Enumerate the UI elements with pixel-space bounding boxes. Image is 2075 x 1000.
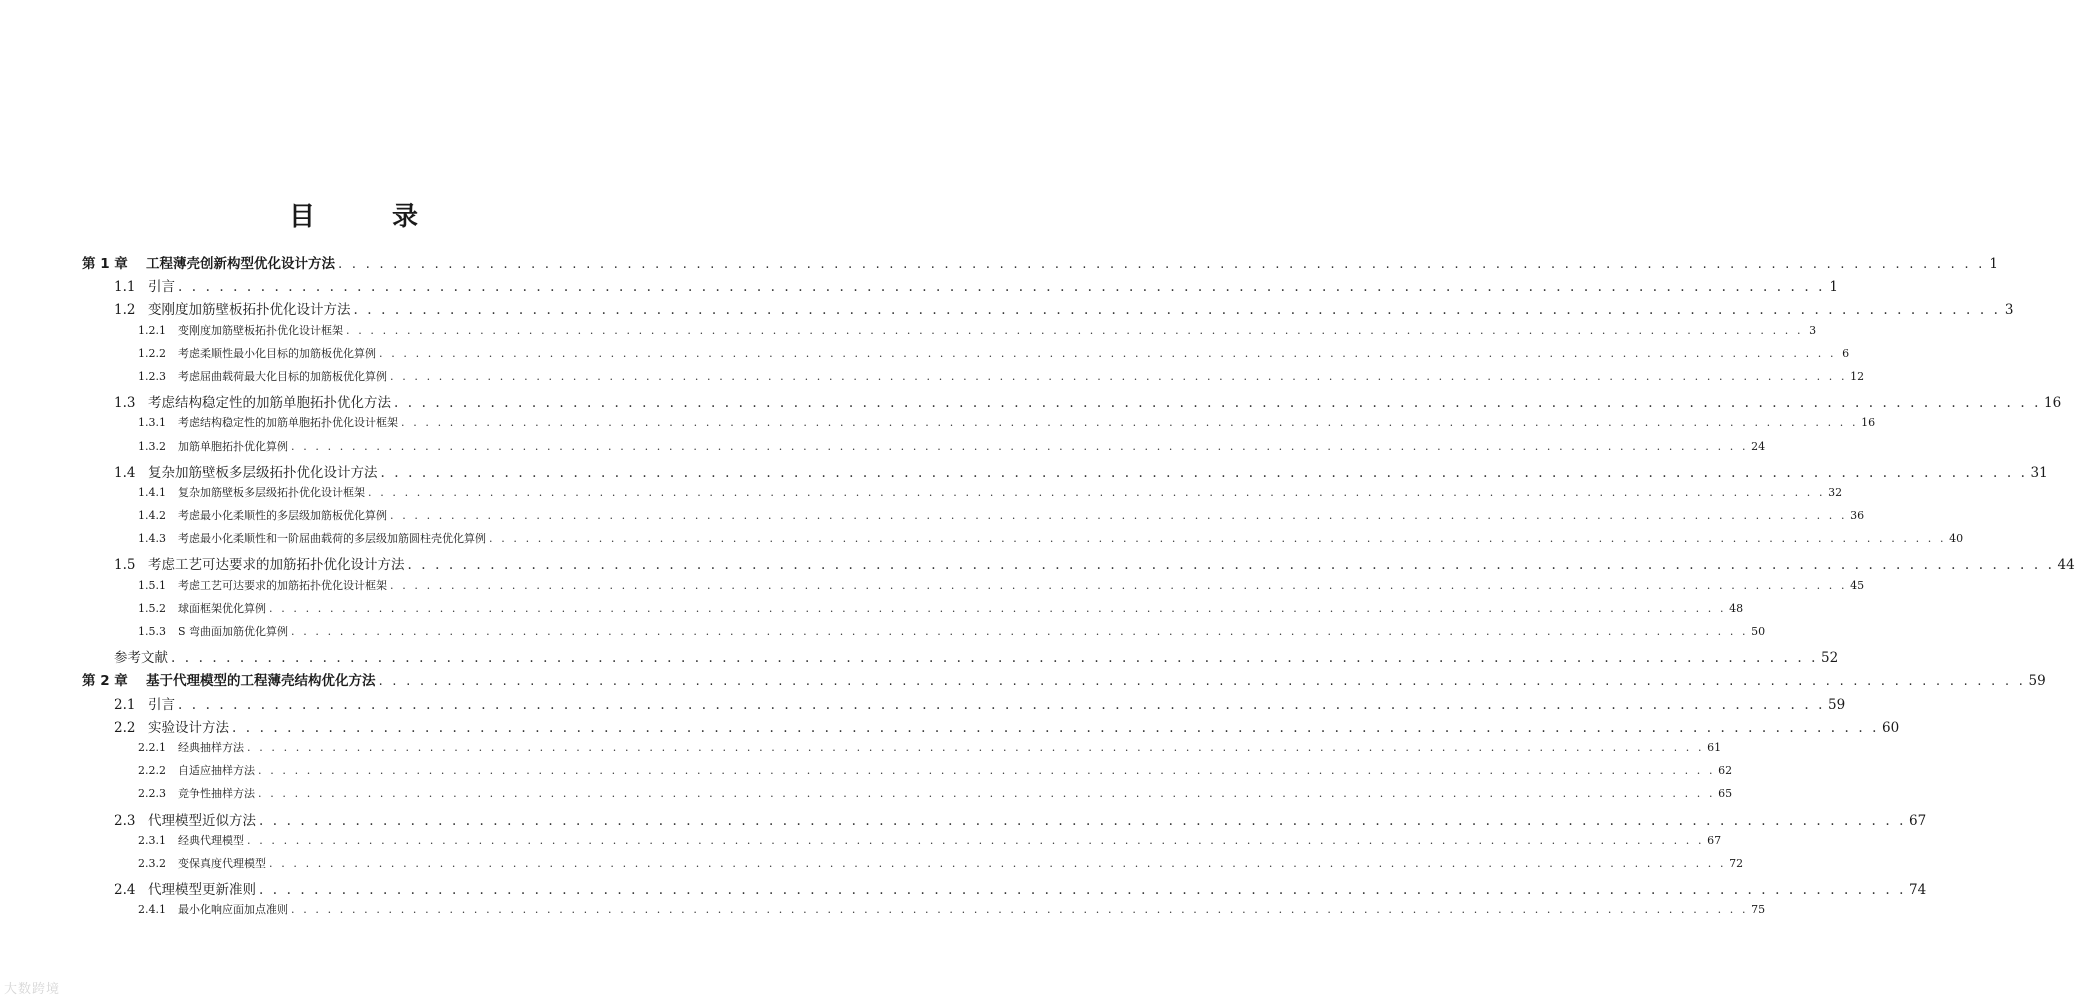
toc-entry-page: 62 <box>1718 764 1733 778</box>
toc-entry-number: 2.2.3 <box>138 787 166 801</box>
toc-entry[interactable] <box>82 739 1722 762</box>
toc-entry[interactable] <box>82 507 1865 530</box>
toc-entry-title: 基于代理模型的工程薄壳结构优化方法 <box>146 673 376 690</box>
toc-entry[interactable] <box>82 298 2014 321</box>
toc-leader-dots: . . . . . . . . . . . . . . . . . . . . . . . . . . . . . . . . . . . . . . . . . . . . . . . . . . . . . . . . . . . . . . . . . . . . . . . . . . . . . . . . . . . . . . . . . . . . . . . . . . . . . . . . . . . . . . . . . . . . . . . . <box>390 369 1848 383</box>
toc-leader-dots: . . . . . . . . . . . . . . . . . . . . . . . . . . . . . . . . . . . . . . . . . . . . . . . . . . . . . . . . . . . . . . . . . . . . . . . . . . . . . . . . . . . . . . . . . . . . . . . . . . . . . . . . . . . . . . . . . . . . . . . . <box>171 650 1819 667</box>
toc-entry-number: 1.4.2 <box>138 509 166 523</box>
toc-entry-page: 1 <box>1829 279 1839 296</box>
toc-entry-page: 44 <box>2057 557 2075 574</box>
toc-entry-title: 经典抽样方法 <box>178 740 244 754</box>
toc-entry-page: 67 <box>1707 833 1722 847</box>
toc-entry-page: 36 <box>1850 509 1865 523</box>
toc-entry[interactable] <box>82 322 1817 345</box>
toc-entry-number: 2.4 <box>114 882 136 899</box>
toc-entry-title: 代理模型更新准则 <box>148 882 256 899</box>
toc-entry-number: 1.5.2 <box>138 601 166 615</box>
toc-entry-page: 31 <box>2030 464 2048 481</box>
toc-entry[interactable] <box>82 414 1876 437</box>
toc-entry-page: 65 <box>1718 787 1733 801</box>
toc-leader-dots: . . . . . . . . . . . . . . . . . . . . . . . . . . . . . . . . . . . . . . . . . . . . . . . . . . . . . . . . . . . . . . . . . . . . . . . . . . . . . . . . . . . . . . . . . . . . . . . . . . . . . . . . . . . . . . . . . . . . . . . . <box>247 833 1705 847</box>
toc-entry-page: 50 <box>1751 625 1766 638</box>
toc-entry-number: 2.2.2 <box>138 764 166 778</box>
toc-entry[interactable] <box>82 461 2048 484</box>
toc-entry-number: 1.4.3 <box>138 532 166 546</box>
toc-leader-dots: . . . . . . . . . . . . . . . . . . . . . . . . . . . . . . . . . . . . . . . . . . . . . . . . . . . . . . . . . . . . . . . . . . . . . . . . . . . . . . . . . . . . . . . . . . . . . . . . . . . . . . . . . . . . . . . . . . . . . . . . <box>378 673 2026 690</box>
toc-entry-title: 变保真度代理模型 <box>178 856 266 870</box>
toc-entry-title: 考虑结构稳定性的加筋单胞拓扑优化方法 <box>148 395 391 412</box>
toc-entry-page: 67 <box>1909 812 1927 829</box>
toc-entry-number: 2.2 <box>114 719 136 736</box>
toc-leader-dots: . . . . . . . . . . . . . . . . . . . . . . . . . . . . . . . . . . . . . . . . . . . . . . . . . . . . . . . . . . . . . . . . . . . . . . . . . . . . . . . . . . . . . . . . . . . . . . . . . . . . . . . . . . . . . . . . . . . . . . . . <box>394 395 2042 412</box>
toc-entry-number: 2.1 <box>114 696 136 713</box>
toc-entry-number: 1.2.1 <box>138 323 166 337</box>
toc-leader-dots: . . . . . . . . . . . . . . . . . . . . . . . . . . . . . . . . . . . . . . . . . . . . . . . . . . . . . . . . . . . . . . . . . . . . . . . . . . . . . . . . . . . . . . . . . . . . . . . . . . . . . . . . . . . . . . . . . . . . . . . . <box>259 882 1907 899</box>
toc-entry-number: 1.4 <box>114 464 136 481</box>
toc-leader-dots: . . . . . . . . . . . . . . . . . . . . . . . . . . . . . . . . . . . . . . . . . . . . . . . . . . . . . . . . . . . . . . . . . . . . . . . . . . . . . . . . . . . . . . . . . . . . . . . . . . . . . . . . . . . . . . . . . . . . . . . . <box>178 279 1826 296</box>
toc-entry-page: 1 <box>1989 256 1999 272</box>
toc-entry[interactable] <box>82 878 1927 901</box>
toc-leader-dots: . . . . . . . . . . . . . . . . . . . . . . . . . . . . . . . . . . . . . . . . . . . . . . . . . . . . . . . . . . . . . . . . . . . . . . . . . . . . . . . . . . . . . . . . . . . . . . . . . . . . . . . . . . . . . . . . . . . . . . . . <box>291 439 1749 453</box>
toc-entry-title: 变刚度加筋壁板拓扑优化设计方法 <box>148 302 351 319</box>
toc-entry-title: 考虑结构稳定性的加筋单胞拓扑优化设计框架 <box>178 416 398 430</box>
toc-leader-dots: . . . . . . . . . . . . . . . . . . . . . . . . . . . . . . . . . . . . . . . . . . . . . . . . . . . . . . . . . . . . . . . . . . . . . . . . . . . . . . . . . . . . . . . . . . . . . . . . . . . . . . . . . . . . . . . . . . . . . . . . <box>353 302 2001 319</box>
toc-entry-page: 6 <box>1842 346 1850 360</box>
toc-leader-dots: . . . . . . . . . . . . . . . . . . . . . . . . . . . . . . . . . . . . . . . . . . . . . . . . . . . . . . . . . . . . . . . . . . . . . . . . . . . . . . . . . . . . . . . . . . . . . . . . . . . . . . . . . . . . . . . . . . . . . . . . <box>407 557 2055 574</box>
toc-entry[interactable] <box>82 530 1964 553</box>
toc-leader-dots: . . . . . . . . . . . . . . . . . . . . . . . . . . . . . . . . . . . . . . . . . . . . . . . . . . . . . . . . . . . . . . . . . . . . . . . . . . . . . . . . . . . . . . . . . . . . . . . . . . . . . . . . . . . . . . . . . . . . . . . . <box>346 323 1804 337</box>
toc-entry-page: 3 <box>2004 302 2014 319</box>
toc-entry[interactable] <box>82 855 1744 878</box>
toc-entry-title: 实验设计方法 <box>148 719 229 736</box>
table-of-contents <box>82 252 2075 924</box>
toc-entry[interactable] <box>82 275 1839 298</box>
toc-entry-number: 2.3.1 <box>138 833 166 847</box>
toc-entry-page: 59 <box>2028 673 2046 690</box>
toc-entry-title: S 弯曲面加筋优化算例 <box>178 625 289 638</box>
toc-entry-page: 24 <box>1751 439 1766 453</box>
toc-entry[interactable] <box>82 716 1900 739</box>
toc-entry-page: 74 <box>1909 882 1927 899</box>
toc-entry-number: 2.3 <box>114 812 136 829</box>
toc-entry[interactable] <box>82 438 1766 461</box>
toc-entry[interactable] <box>82 553 2075 576</box>
watermark: 大数跨境 <box>4 982 61 997</box>
toc-entry-page: 45 <box>1850 578 1865 592</box>
toc-entry[interactable] <box>82 577 1865 600</box>
toc-entry[interactable] <box>82 252 1999 275</box>
toc-entry-title: 引言 <box>148 279 175 296</box>
toc-leader-dots: . . . . . . . . . . . . . . . . . . . . . . . . . . . . . . . . . . . . . . . . . . . . . . . . . . . . . . . . . . . . . . . . . . . . . . . . . . . . . . . . . . . . . . . . . . . . . . . . . . . . . . . . . . . . . . . . . . . . . . . . <box>232 719 1880 736</box>
toc-entry-title: 考虑工艺可达要求的加筋拓扑优化设计方法 <box>148 557 405 574</box>
toc-entry-title: 经典代理模型 <box>178 833 244 847</box>
toc-entry-page: 75 <box>1751 903 1766 917</box>
toc-entry-page: 16 <box>2044 395 2062 412</box>
toc-entry-title: 工程薄壳创新构型优化设计方法 <box>146 256 335 272</box>
toc-entry-title: 考虑最小化柔顺性的多层级加筋板优化算例 <box>178 509 387 523</box>
toc-entry-number: 第 1 章 <box>82 256 128 272</box>
toc-entry-title: 变刚度加筋壁板拓扑优化设计框架 <box>178 323 343 337</box>
toc-entry-number: 1.5 <box>114 557 136 574</box>
toc-leader-dots: . . . . . . . . . . . . . . . . . . . . . . . . . . . . . . . . . . . . . . . . . . . . . . . . . . . . . . . . . . . . . . . . . . . . . . . . . . . . . . . . . . . . . . . . . . . . . . . . . . . . . . . . . . . . . . . . . . . . . . . . <box>379 346 1837 360</box>
toc-leader-dots: . . . . . . . . . . . . . . . . . . . . . . . . . . . . . . . . . . . . . . . . . . . . . . . . . . . . . . . . . . . . . . . . . . . . . . . . . . . . . . . . . . . . . . . . . . . . . . . . . . . . . . . . . . . . . . . . . . . . . . . . <box>259 812 1907 829</box>
toc-entry-page: 61 <box>1707 740 1722 754</box>
toc-entry-title: 复杂加筋壁板多层级拓扑优化设计框架 <box>178 485 365 499</box>
toc-entry[interactable] <box>82 623 1766 646</box>
toc-entry-page: 40 <box>1949 532 1964 546</box>
toc-entry-number: 1.4.1 <box>138 485 166 499</box>
toc-entry-number: 2.2.1 <box>138 740 166 754</box>
toc-entry-page: 48 <box>1729 601 1744 615</box>
toc-entry-number: 1.3 <box>114 395 136 412</box>
toc-leader-dots: . . . . . . . . . . . . . . . . . . . . . . . . . . . . . . . . . . . . . . . . . . . . . . . . . . . . . . . . . . . . . . . . . . . . . . . . . . . . . . . . . . . . . . . . . . . . . . . . . . . . . . . . . . . . . . . . . . . . . . . . <box>247 740 1705 754</box>
toc-entry-number: 1.2.2 <box>138 346 166 360</box>
toc-leader-dots: . . . . . . . . . . . . . . . . . . . . . . . . . . . . . . . . . . . . . . . . . . . . . . . . . . . . . . . . . . . . . . . . . . . . . . . . . . . . . . . . . . . . . . . . . . . . . . . . . . . . . . . . . . . . . . . . . . . . . . . . <box>338 256 1986 272</box>
toc-entry-number: 1.3.2 <box>138 439 166 453</box>
toc-entry[interactable] <box>82 832 1722 855</box>
toc-entry-page: 12 <box>1850 369 1865 383</box>
toc-entry-title: 参考文献 <box>114 650 168 667</box>
toc-entry[interactable] <box>82 646 1839 669</box>
toc-entry-title: 代理模型近似方法 <box>148 812 256 829</box>
toc-leader-dots: . . . . . . . . . . . . . . . . . . . . . . . . . . . . . . . . . . . . . . . . . . . . . . . . . . . . . . . . . . . . . . . . . . . . . . . . . . . . . . . . . . . . . . . . . . . . . . . . . . . . . . . . . . . . . . . . . . . . . . . . <box>390 509 1848 523</box>
toc-leader-dots: . . . . . . . . . . . . . . . . . . . . . . . . . . . . . . . . . . . . . . . . . . . . . . . . . . . . . . . . . . . . . . . . . . . . . . . . . . . . . . . . . . . . . . . . . . . . . . . . . . . . . . . . . . . . . . . . . . . . . . . . <box>291 625 1749 638</box>
toc-entry-title: 竞争性抽样方法 <box>178 787 255 801</box>
toc-entry-title: 自适应抽样方法 <box>178 764 255 778</box>
toc-entry[interactable] <box>82 669 2046 692</box>
toc-entry-number: 1.1 <box>114 279 136 296</box>
toc-entry-page: 59 <box>1828 696 1846 713</box>
toc-entry-number: 2.4.1 <box>138 903 166 917</box>
toc-entry-title: 球面框架优化算例 <box>178 601 266 615</box>
toc-entry[interactable] <box>82 762 1733 785</box>
toc-leader-dots: . . . . . . . . . . . . . . . . . . . . . . . . . . . . . . . . . . . . . . . . . . . . . . . . . . . . . . . . . . . . . . . . . . . . . . . . . . . . . . . . . . . . . . . . . . . . . . . . . . . . . . . . . . . . . . . . . . . . . . . . <box>401 416 1859 430</box>
toc-entry-title: 最小化响应面加点准则 <box>178 903 288 917</box>
toc-entry-number: 1.2 <box>114 302 136 319</box>
toc-entry-number: 1.5.3 <box>138 625 166 638</box>
toc-entry-title: 引言 <box>148 696 175 713</box>
toc-entry[interactable] <box>82 785 1733 808</box>
toc-entry-page: 32 <box>1828 485 1843 499</box>
toc-entry-number: 1.2.3 <box>138 369 166 383</box>
toc-entry-page: 60 <box>1882 719 1900 736</box>
toc-entry[interactable] <box>82 901 1766 924</box>
toc-leader-dots: . . . . . . . . . . . . . . . . . . . . . . . . . . . . . . . . . . . . . . . . . . . . . . . . . . . . . . . . . . . . . . . . . . . . . . . . . . . . . . . . . . . . . . . . . . . . . . . . . . . . . . . . . . . . . . . . . . . . . . . . <box>258 787 1716 801</box>
toc-leader-dots: . . . . . . . . . . . . . . . . . . . . . . . . . . . . . . . . . . . . . . . . . . . . . . . . . . . . . . . . . . . . . . . . . . . . . . . . . . . . . . . . . . . . . . . . . . . . . . . . . . . . . . . . . . . . . . . . . . . . . . . . <box>291 903 1749 917</box>
toc-entry-title: 考虑柔顺性最小化目标的加筋板优化算例 <box>178 346 376 360</box>
toc-leader-dots: . . . . . . . . . . . . . . . . . . . . . . . . . . . . . . . . . . . . . . . . . . . . . . . . . . . . . . . . . . . . . . . . . . . . . . . . . . . . . . . . . . . . . . . . . . . . . . . . . . . . . . . . . . . . . . . . . . . . . . . . <box>269 601 1727 615</box>
toc-entry-number: 第 2 章 <box>82 673 128 690</box>
toc-entry-title: 考虑工艺可达要求的加筋拓扑优化设计框架 <box>178 578 387 592</box>
toc-entry[interactable] <box>82 484 1843 507</box>
toc-entry[interactable] <box>82 368 1865 391</box>
toc-entry-title: 复杂加筋壁板多层级拓扑优化设计方法 <box>148 464 378 481</box>
page-title: 目 录 <box>288 202 453 232</box>
toc-entry-number: 1.5.1 <box>138 578 166 592</box>
toc-leader-dots: . . . . . . . . . . . . . . . . . . . . . . . . . . . . . . . . . . . . . . . . . . . . . . . . . . . . . . . . . . . . . . . . . . . . . . . . . . . . . . . . . . . . . . . . . . . . . . . . . . . . . . . . . . . . . . . . . . . . . . . . <box>178 696 1826 713</box>
toc-entry-title: 考虑屈曲载荷最大化目标的加筋板优化算例 <box>178 369 387 383</box>
toc-leader-dots: . . . . . . . . . . . . . . . . . . . . . . . . . . . . . . . . . . . . . . . . . . . . . . . . . . . . . . . . . . . . . . . . . . . . . . . . . . . . . . . . . . . . . . . . . . . . . . . . . . . . . . . . . . . . . . . . . . . . . . . . <box>380 464 2028 481</box>
toc-entry-number: 2.3.2 <box>138 856 166 870</box>
toc-entry-page: 72 <box>1729 856 1744 870</box>
toc-entry[interactable] <box>82 693 1846 716</box>
toc-entry-title: 考虑最小化柔顺性和一阶屈曲载荷的多层级加筋圆柱壳优化算例 <box>178 532 486 546</box>
toc-entry-page: 16 <box>1861 416 1876 430</box>
toc-leader-dots: . . . . . . . . . . . . . . . . . . . . . . . . . . . . . . . . . . . . . . . . . . . . . . . . . . . . . . . . . . . . . . . . . . . . . . . . . . . . . . . . . . . . . . . . . . . . . . . . . . . . . . . . . . . . . . . . . . . . . . . . <box>390 578 1848 592</box>
toc-entry-title: 加筋单胞拓扑优化算例 <box>178 439 288 453</box>
toc-leader-dots: . . . . . . . . . . . . . . . . . . . . . . . . . . . . . . . . . . . . . . . . . . . . . . . . . . . . . . . . . . . . . . . . . . . . . . . . . . . . . . . . . . . . . . . . . . . . . . . . . . . . . . . . . . . . . . . . . . . . . . . . <box>489 532 1947 546</box>
toc-leader-dots: . . . . . . . . . . . . . . . . . . . . . . . . . . . . . . . . . . . . . . . . . . . . . . . . . . . . . . . . . . . . . . . . . . . . . . . . . . . . . . . . . . . . . . . . . . . . . . . . . . . . . . . . . . . . . . . . . . . . . . . . <box>269 856 1727 870</box>
toc-entry[interactable] <box>82 391 2062 414</box>
toc-entry-number: 1.3.1 <box>138 416 166 430</box>
toc-entry[interactable] <box>82 600 1744 623</box>
toc-entry-page: 52 <box>1821 650 1839 667</box>
toc-entry[interactable] <box>82 345 1850 368</box>
toc-entry-page: 3 <box>1809 323 1817 337</box>
toc-entry[interactable] <box>82 809 1927 832</box>
toc-leader-dots: . . . . . . . . . . . . . . . . . . . . . . . . . . . . . . . . . . . . . . . . . . . . . . . . . . . . . . . . . . . . . . . . . . . . . . . . . . . . . . . . . . . . . . . . . . . . . . . . . . . . . . . . . . . . . . . . . . . . . . . . <box>368 485 1826 499</box>
toc-leader-dots: . . . . . . . . . . . . . . . . . . . . . . . . . . . . . . . . . . . . . . . . . . . . . . . . . . . . . . . . . . . . . . . . . . . . . . . . . . . . . . . . . . . . . . . . . . . . . . . . . . . . . . . . . . . . . . . . . . . . . . . . <box>258 764 1716 778</box>
